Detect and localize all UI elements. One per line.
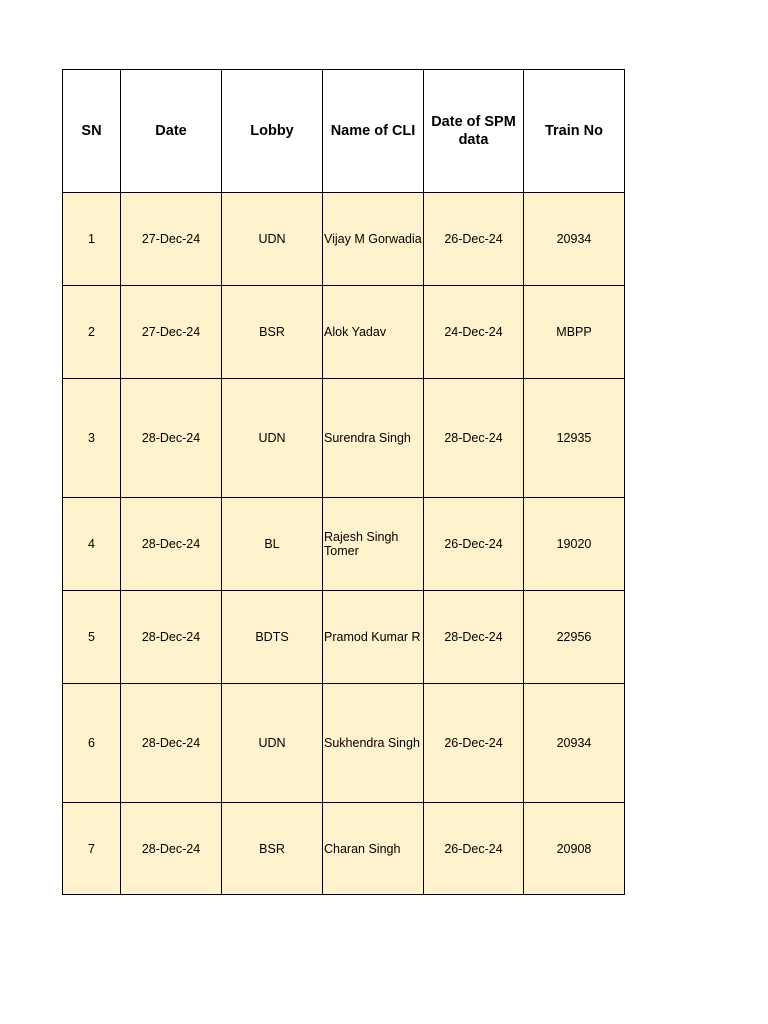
- cell-spm-date: 26-Dec-24: [424, 803, 524, 895]
- cell-train-no: 12935: [524, 379, 625, 498]
- cell-spm-date: 28-Dec-24: [424, 591, 524, 684]
- cell-date: 28-Dec-24: [121, 803, 222, 895]
- cell-train-no: 20934: [524, 684, 625, 803]
- cell-sn: 6: [63, 684, 121, 803]
- table-row: [63, 286, 625, 379]
- header-train-no: Train No: [524, 70, 625, 193]
- cell-name-of-cli: Rajesh Singh Tomer: [323, 498, 424, 591]
- cell-spm-date: 26-Dec-24: [424, 684, 524, 803]
- header-lobby: Lobby: [222, 70, 323, 193]
- header-date: Date: [121, 70, 222, 193]
- cell-sn: 5: [63, 591, 121, 684]
- cell-name-of-cli: Vijay M Gorwadia: [323, 193, 424, 286]
- cell-train-no: 22956: [524, 591, 625, 684]
- table-row: [63, 684, 625, 803]
- cell-sn: 7: [63, 803, 121, 895]
- cell-sn: 3: [63, 379, 121, 498]
- cell-date: 28-Dec-24: [121, 498, 222, 591]
- cell-train-no: MBPP: [524, 286, 625, 379]
- header-name-of-cli: Name of CLI: [323, 70, 424, 193]
- cell-sn: 1: [63, 193, 121, 286]
- cell-lobby: BSR: [222, 286, 323, 379]
- cell-spm-date: 24-Dec-24: [424, 286, 524, 379]
- cell-spm-date: 26-Dec-24: [424, 193, 524, 286]
- table-row: [63, 498, 625, 591]
- cli-spm-table: [62, 69, 625, 895]
- cell-name-of-cli: Surendra Singh: [323, 379, 424, 498]
- cell-date: 27-Dec-24: [121, 193, 222, 286]
- table-row: [63, 379, 625, 498]
- cell-lobby: UDN: [222, 684, 323, 803]
- table-body: [63, 193, 625, 895]
- cell-date: 28-Dec-24: [121, 379, 222, 498]
- header-date-of-spm-data: Date of SPM data: [424, 70, 524, 193]
- cell-spm-date: 26-Dec-24: [424, 498, 524, 591]
- cell-name-of-cli: Sukhendra Singh: [323, 684, 424, 803]
- header-sn: SN: [63, 70, 121, 193]
- cell-date: 27-Dec-24: [121, 286, 222, 379]
- table-row: [63, 803, 625, 895]
- cell-date: 28-Dec-24: [121, 684, 222, 803]
- cell-name-of-cli: Alok Yadav: [323, 286, 424, 379]
- cell-lobby: BL: [222, 498, 323, 591]
- table-row: [63, 591, 625, 684]
- cell-train-no: 20934: [524, 193, 625, 286]
- cell-lobby: UDN: [222, 379, 323, 498]
- table-header: [63, 70, 625, 193]
- table-row: [63, 193, 625, 286]
- cell-lobby: UDN: [222, 193, 323, 286]
- cell-lobby: BSR: [222, 803, 323, 895]
- cell-name-of-cli: Charan Singh: [323, 803, 424, 895]
- cell-lobby: BDTS: [222, 591, 323, 684]
- cell-sn: 2: [63, 286, 121, 379]
- cell-train-no: 19020: [524, 498, 625, 591]
- cell-date: 28-Dec-24: [121, 591, 222, 684]
- cell-spm-date: 28-Dec-24: [424, 379, 524, 498]
- cell-name-of-cli: Pramod Kumar R: [323, 591, 424, 684]
- cell-sn: 4: [63, 498, 121, 591]
- cell-train-no: 20908: [524, 803, 625, 895]
- header-row: [63, 70, 625, 193]
